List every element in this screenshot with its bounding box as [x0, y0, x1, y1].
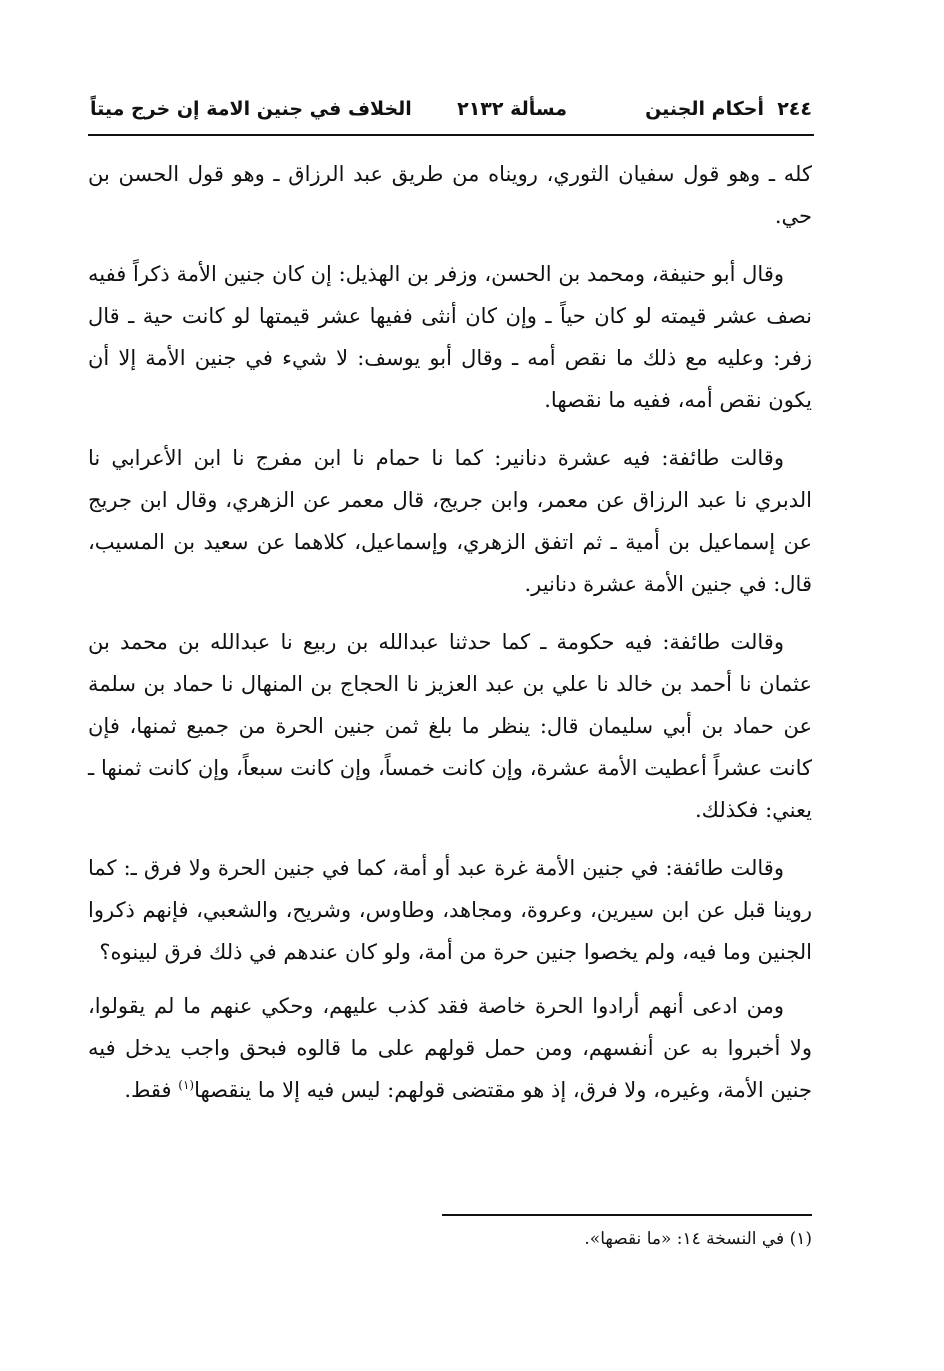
running-header	[90, 98, 812, 134]
paragraph: وقالت طائفة: فيه عشرة دنانير: كما نا حمام نا ابن مفرج نا ابن الأعرابي نا الدبري نا عبد الرزاق عن معمر، وابن جريج، قال معمر عن الزهري، وقال ابن جريج عن إسماعيل بن أمية ـ ثم اتفق الزهري، وإسماعيل، كلاهما عن سعيد بن المسيب، قال: في جنين الأمة عشرة دنانير.	[88, 446, 812, 596]
issue-number: مسألة ٢١٣٢	[457, 98, 567, 120]
footnote: (١) في النسخة ١٤: «ما نقصها».	[584, 1229, 812, 1249]
paragraph: كله ـ وهو قول سفيان الثوري، رويناه من طريق عبد الرزاق ـ وهو قول الحسن بن حي.	[88, 162, 812, 228]
header-page-title	[645, 98, 812, 120]
paragraph-tail: فقط.	[124, 1078, 179, 1102]
footnote-marker[interactable]: (١)	[178, 1078, 195, 1092]
footnote-rule	[442, 1214, 812, 1216]
header-rule	[88, 134, 814, 136]
paragraph	[88, 985, 812, 1111]
book-title: أحكام الجنين	[645, 98, 764, 120]
paragraph: وقالت طائفة: في جنين الأمة غرة عبد أو أمة، كما في جنين الحرة ولا فرق ـ: كما روينا قبل عن ابن سيرين، وعروة، ومجاهد، وطاوس، وشريح، والشعبي، فإنهم ذكروا الجنين وما فيه، ولم يخصوا جنين حرة من أمة، ولو كان عندهم في ذلك فرق لبينوه؟	[88, 856, 812, 964]
paragraph: وقال أبو حنيفة، ومحمد بن الحسن، وزفر بن الهذيل: إن كان جنين الأمة ذكراً ففيه نصف عشر قيمته لو كان حياً ـ وإن كان أنثى ففيها عشر قيمتها لو كانت حية ـ قال زفر: وعليه مع ذلك ما نقص أمه ـ وقال أبو يوسف: لا شيء في جنين الأمة إلا أن يكون نقص أمه، ففيه ما نقصها.	[88, 262, 812, 412]
paragraph-text: ومن ادعى أنهم أرادوا الحرة خاصة فقد كذب عليهم، وحكي عنهم ما لم يقولوا، ولا أخبروا به عن أنفسهم، ومن حمل قولهم على ما قالوه فبحق واجب يدخل فيه جنين الأمة، وغيره، ولا فرق، إذ هو مقتضى قولهم: ليس فيه إلا ما ينقصها	[88, 994, 812, 1102]
section-title: الخلاف في جنين الامة إن خرج ميتاً	[90, 98, 412, 120]
main-text	[88, 153, 812, 1127]
page-number: ٢٤٤	[777, 98, 812, 120]
paragraph: وقالت طائفة: فيه حكومة ـ كما حدثنا عبدالله بن ربيع نا عبدالله بن محمد بن عثمان نا أحمد بن خالد نا علي بن عبد العزيز نا الحجاج بن المنهال نا حماد بن سلمة عن حماد بن أبي سليمان قال: ينظر ما بلغ ثمن جنين الحرة من جميع ثمنها، فإن كانت عشراً أعطيت الأمة عشرة، وإن كانت خمساً، وإن كانت سبعاً، وإن كانت ثمنها ـ يعني: فكذلك.	[88, 630, 812, 822]
